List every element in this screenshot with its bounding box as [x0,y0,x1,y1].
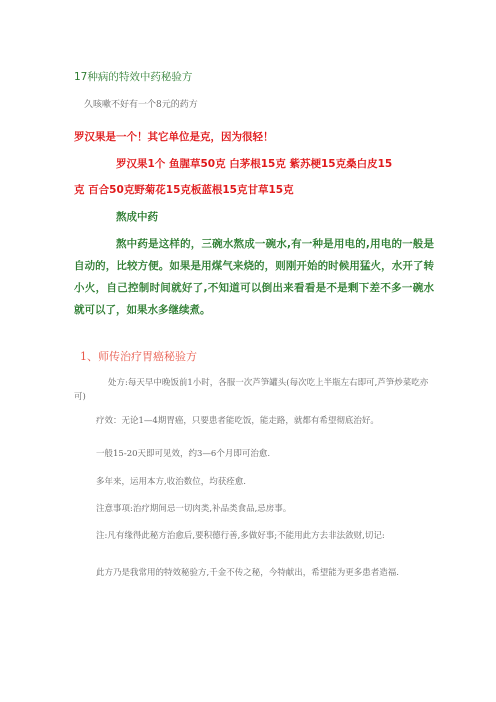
efficacy-text: 疗效：无论1—4期胃癌，只要患者能吃饭，能走路，就都有希望彻底治好。 [96,416,379,426]
decoct-heading: 熬成中药 [116,211,158,223]
document-subtitle: 久咳嗽不好有一个8元的药方 [84,100,198,110]
years-text: 多年来，运用本方,收治数位，均获痊愈. [96,477,246,487]
luohan-heading: 罗汉果是一个！其它单位是克，因为很轻！ [74,131,274,143]
closing-text: 此方乃是我常用的特效秘验方,千金不传之秘，今特献出，希望能为更多患者造福. [96,568,399,578]
prescription-text: 处方:每天早中晚饭前1小时，各服一次芦笋罐头(每次吃上半瓶左右即可,芦笋炒菜吃亦可) [74,378,429,402]
document-title: 17种病的特效中药秘验方 [74,71,193,83]
effect-time-text: 一般15-20天即可见效，约3—6个月即可治愈. [96,449,271,459]
note-text: 注:凡有缘得此秘方治愈后,要积德行善,多做好事;不能用此方去非法敛财,切记: [96,531,385,541]
decoct-paragraph: 熬中药是这样的，三碗水熬成一碗水,有一种是用电的,用电的一般是自动的，比较方便。如果是用煤气来烧的，则刚开始的时候用猛火，水开了转小火，自己控制时间就好了,不知道可以倒出来看看是不是剩下差不多一碗水就可以了，如果水多继续煮。 [74,238,434,316]
section-title: 1、师传治疗胃癌秘验方 [80,350,197,363]
recipe-line-2: 克 百合50克野菊花15克板蓝根15克甘草15克 [74,184,294,196]
recipe-line-1: 罗汉果1个 鱼腥草50克 白茅根15克 紫苏梗15克桑白皮15 [116,158,393,170]
caution-text: 注意事项:治疗期间忌一切肉类,补品类食品,忌房事。 [96,504,292,514]
